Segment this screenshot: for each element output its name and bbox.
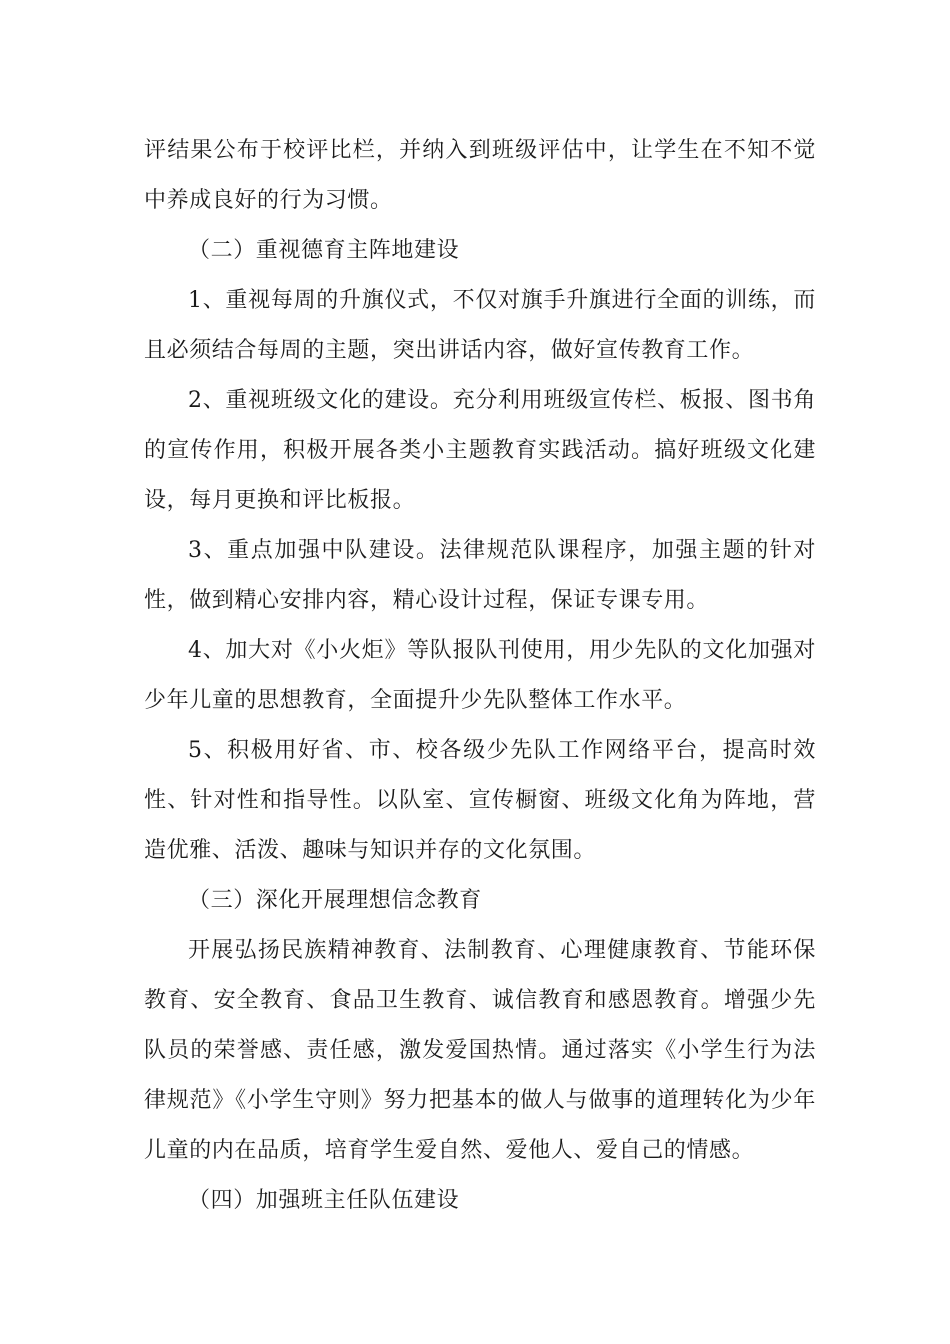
document-body [144, 126, 816, 1226]
section-heading-2: （二）重视德育主阵地建设 [188, 238, 460, 263]
section-heading-3: （三）深化开展理想信念教育 [188, 888, 482, 913]
paragraph-item-5: 5、积极用好省、市、校各级少先队工作网络平台，提高时效性、针对性和指导性。以队室、宣传橱窗、班级文化角为阵地，营造优雅、活泼、趣味与知识并存的文化氛围。 [144, 738, 816, 863]
section-heading-4: （四）加强班主任队伍建设 [188, 1188, 460, 1213]
paragraph-item-1: 1、重视每周的升旗仪式，不仅对旗手升旗进行全面的训练，而且必须结合每周的主题，突出讲话内容，做好宣传教育工作。 [144, 288, 816, 363]
paragraph-item-4: 4、加大对《小火炬》等队报队刊使用，用少先队的文化加强对少年儿童的思想教育，全面提升少先队整体工作水平。 [144, 638, 816, 713]
paragraph-item-3: 3、重点加强中队建设。法律规范队课程序，加强主题的针对性，做到精心安排内容，精心设计过程，保证专课专用。 [144, 538, 816, 613]
paragraph-item-2: 2、重视班级文化的建设。充分利用班级宣传栏、板报、图书角的宣传作用，积极开展各类小主题教育实践活动。搞好班级文化建设，每月更换和评比板报。 [144, 388, 816, 513]
paragraph-continuation: 评结果公布于校评比栏，并纳入到班级评估中，让学生在不知不觉中养成良好的行为习惯。 [144, 138, 816, 213]
paragraph-ideals-education: 开展弘扬民族精神教育、法制教育、心理健康教育、节能环保教育、安全教育、食品卫生教育、诚信教育和感恩教育。增强少先队员的荣誉感、责任感，激发爱国热情。通过落实《小学生行为法律规范》《小学生守则》努力把基本的做人与做事的道理转化为少年儿童的内在品质，培育学生爱自然、爱他人、爱自己的情感。 [144, 938, 816, 1163]
